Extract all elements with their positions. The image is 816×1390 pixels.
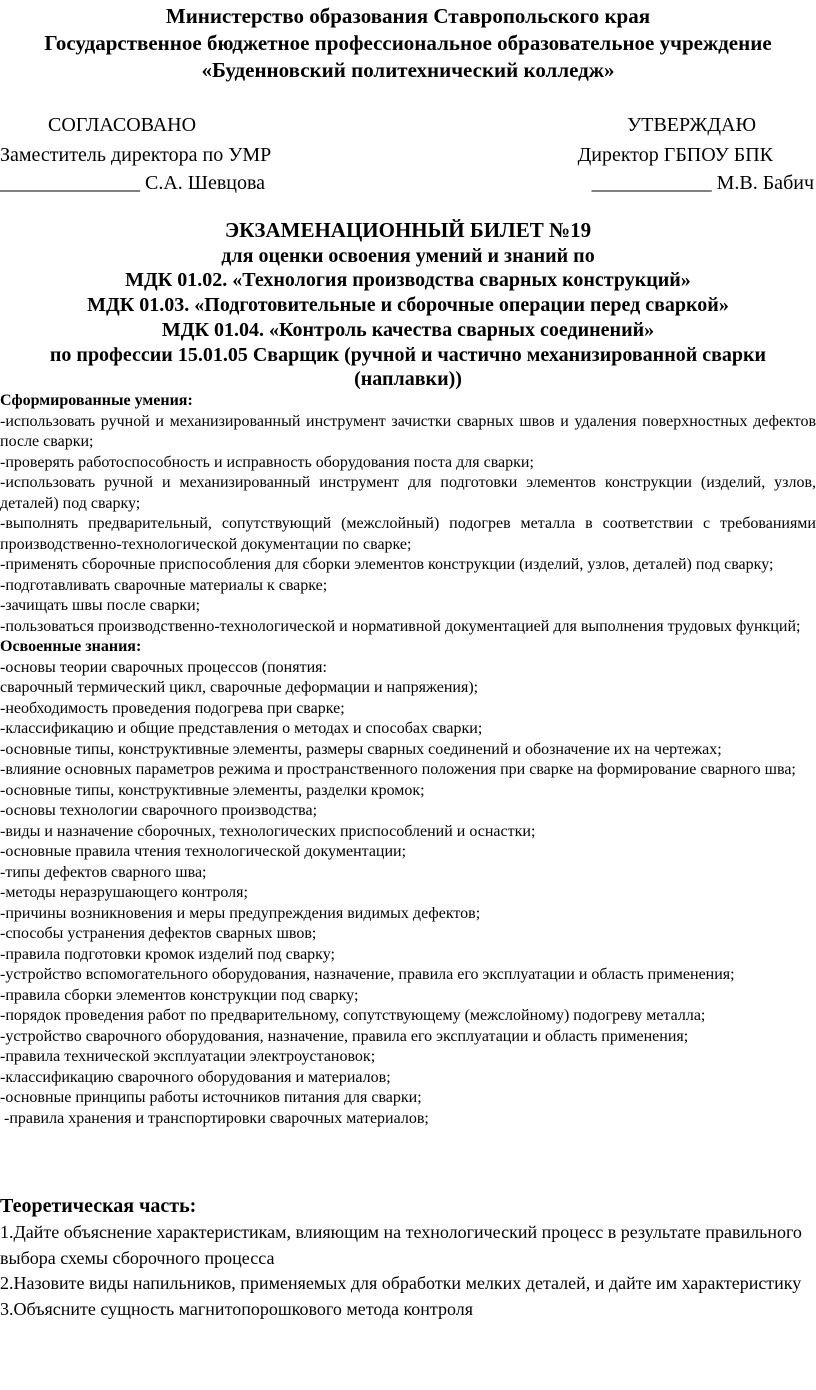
knowledge-item: -правила сборки элементов конструкции под сварку;	[0, 986, 359, 1004]
skill-item: -подготавливать сварочные материалы к сварке;	[0, 576, 328, 594]
ticket-profession-cont: (наплавки))	[354, 368, 462, 390]
skill-item: -использовать ручной и механизированный инструмент для подготовки элементов конструкции (изделий, узлов, деталей) под сварку;	[0, 474, 816, 512]
agreed-signature: ______________ С.А. Шевцова	[0, 172, 266, 194]
theory-section	[0, 1194, 816, 1322]
knowledge-item: -основные типы, конструктивные элементы, разделки кромок;	[0, 781, 425, 799]
knowledge-item: -основные принципы работы источников питания для сварки;	[0, 1089, 422, 1106]
skill-item: -зачищать швы после сварки;	[0, 597, 201, 614]
theory-question: 1.Дайте объяснение характеристикам, влияющим на технологический процесс в результате правильного выбора схемы сборочного процесса	[0, 1222, 802, 1268]
ticket-subtitle: для оценки освоения умений и знаний по	[221, 245, 595, 267]
knowledge-item: -правила технической эксплуатации электроустановок;	[0, 1048, 376, 1065]
knowledge-item: -необходимость проведения подогрева при сварке;	[0, 699, 345, 717]
agreed-heading: СОГЛАСОВАНО	[48, 114, 197, 136]
knowledge-item: -основы теории сварочных процессов (понятия:	[0, 658, 327, 676]
knowledge-item: сварочный термический цикл, сварочные деформации и напряжения);	[0, 679, 479, 696]
ticket-profession: по профессии 15.01.05 Сварщик (ручной и частично механизированной сварки	[49, 344, 767, 366]
knowledge-item: -виды и назначение сборочных, технологических приспособлений и оснастки;	[0, 822, 536, 840]
theory-heading: Теоретическая часть:	[0, 1195, 197, 1217]
knowledge-item: -правила подготовки кромок изделий под сварку;	[0, 945, 335, 963]
ticket-course-3: МДК 01.04. «Контроль качества сварных соединений»	[161, 319, 655, 341]
knowledge-item: -основы технологии сварочного производства;	[0, 802, 318, 819]
skills-heading: Сформированные умения:	[0, 392, 193, 409]
college-heading: «Буденновский политехнический колледж»	[201, 58, 615, 82]
knowledge-heading: Освоенные знания:	[0, 638, 142, 655]
knowledge-item: -влияние основных параметров режима и пространственного положения при сварке на формирование сварного шва;	[0, 761, 796, 778]
knowledge-item: -классификацию и общие представления о методах и способах сварки;	[0, 720, 483, 737]
skill-item: -применять сборочные приспособления для сборки элементов конструкции (изделий, узлов, деталей) под сварку;	[0, 556, 774, 573]
skill-item: -использовать ручной и механизированный инструмент зачистки сварных швов и удаления поверхностных дефектов после сварки;	[0, 412, 816, 450]
approved-heading: УТВЕРЖДАЮ	[627, 114, 756, 136]
knowledge-item: -причины возникновения и меры предупреждения видимых дефектов;	[0, 904, 481, 922]
knowledge-item: -методы неразрушающего контроля;	[0, 884, 248, 901]
knowledge-item: -классификацию сварочного оборудования и материалов;	[0, 1068, 391, 1086]
ticket-course-1: МДК 01.02. «Технология производства сварных конструкций»	[125, 269, 691, 291]
knowledge-item: -устройство вспомогательного оборудования, назначение, правила его эксплуатации и область применения;	[0, 966, 735, 983]
skill-item: -проверять работоспособность и исправность оборудования поста для сварки;	[0, 453, 534, 471]
knowledge-item: -основные типы, конструктивные элементы, размеры сварных соединений и обозначение их на чертежах;	[0, 740, 722, 758]
knowledge-item: -способы устранения дефектов сварных швов;	[0, 925, 317, 942]
theory-question: 3.Объясните сущность магнитопорошкового метода контроля	[0, 1298, 474, 1319]
skill-item: -пользоваться производственно-технологической и нормативной документацией для выполнения трудовых функций;	[0, 617, 801, 635]
approved-signature: ____________ М.В. Бабич	[591, 172, 814, 194]
ministry-heading: Министерство образования Ставропольского края	[165, 4, 651, 28]
ticket-title: ЭКЗАМЕНАЦИОННЫЙ БИЛЕТ №19	[224, 218, 592, 242]
knowledge-item: -порядок проведения работ по предварительному, сопутствующему (межслойному) подогреву металла;	[0, 1007, 706, 1024]
ticket-body	[0, 391, 816, 1129]
skill-item: -выполнять предварительный, сопутствующий (межслойный) подогрев металла в соответствии с требованиями производственно-технологической документации по сварке;	[0, 515, 816, 553]
knowledge-item: -основные правила чтения технологической документации;	[0, 843, 407, 860]
ticket-course-2: МДК 01.03. «Подготовительные и сборочные операции перед сваркой»	[87, 294, 729, 316]
theory-question: 2.Назовите виды напильников, применяемых для обработки мелких деталей, и дайте им характеристику	[0, 1273, 802, 1293]
institution-heading: Государственное бюджетное профессиональное образовательное учреждение	[44, 31, 772, 55]
agreed-position: Заместитель директора по УМР	[0, 144, 272, 166]
knowledge-item: -устройство сварочного оборудования, назначение, правила его эксплуатации и область применения;	[0, 1027, 689, 1045]
knowledge-item: -правила хранения и транспортировки сварочных материалов;	[0, 1109, 429, 1127]
approved-position: Директор ГБПОУ БПК	[577, 144, 773, 166]
knowledge-item: -типы дефектов сварного шва;	[0, 863, 207, 881]
